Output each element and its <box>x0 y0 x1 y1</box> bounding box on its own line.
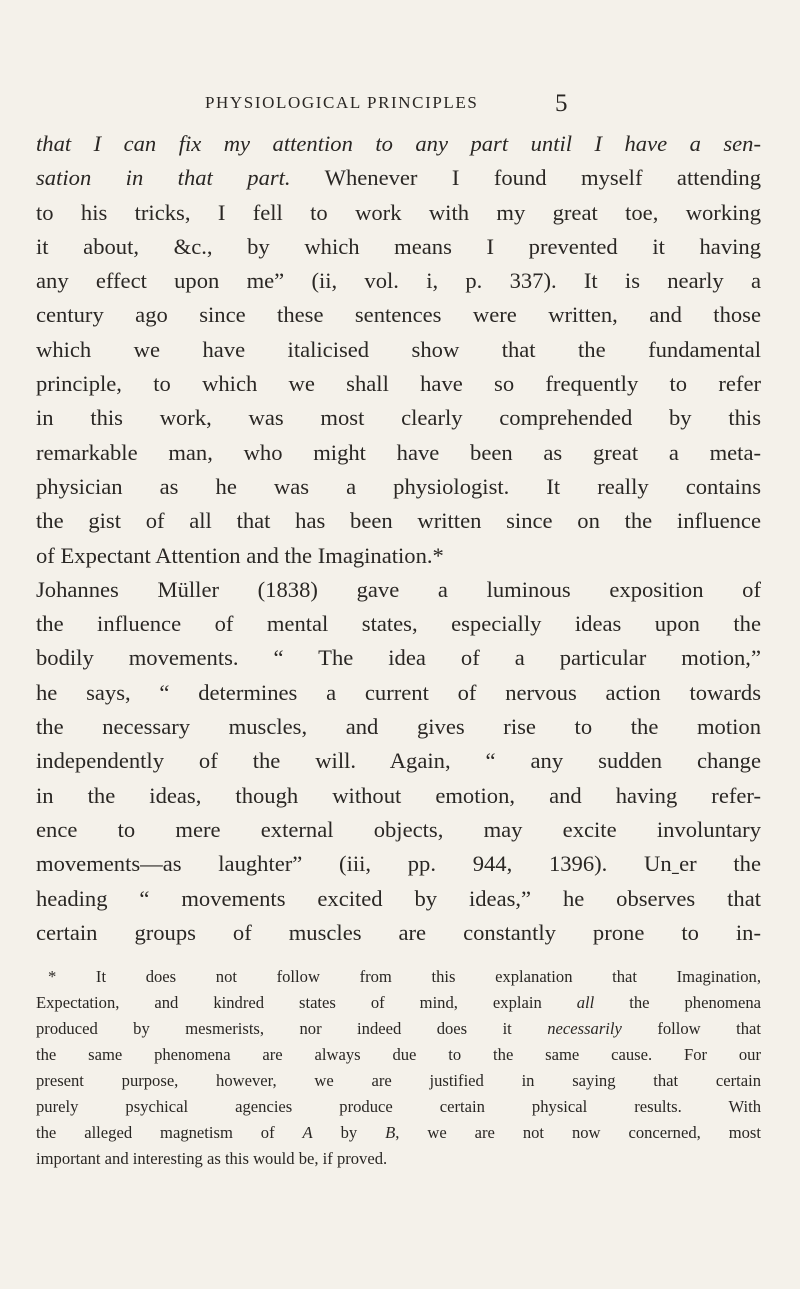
footnote-line: the same phenomena are always due to the same cause. For our <box>36 1045 761 1064</box>
footnote <box>36 964 761 1172</box>
body-line: it about, &c., by which means I prevented it having <box>36 233 761 259</box>
body-line: independently of the will. Again, “ any sudden change <box>36 748 761 774</box>
body-line: which we have italicised show that the fundamental <box>36 336 761 362</box>
body-line: movements—as laughter” (iii, pp. 944, 1396). Unˍer the <box>36 851 761 877</box>
body-line: century ago since these sentences were written, and those <box>36 302 761 328</box>
running-head-title: PHYSIOLOGICAL PRINCIPLES <box>205 93 479 112</box>
body-line: in this work, was most clearly comprehended by this <box>36 405 761 431</box>
body-line: principle, to which we shall have so frequently to refer <box>36 371 761 397</box>
footnote-line: Expectation, and kindred states of mind, explain all the phenomena <box>36 993 761 1012</box>
footnote-line: * It does not follow from this explanation that Imagination, <box>48 967 761 986</box>
body-line: that I can fix my attention to any part until I have a sen- <box>36 131 761 156</box>
footnote-line: produced by mesmerists, nor indeed does it necessarily follow that <box>36 1019 761 1038</box>
body-line: any effect upon me” (ii, vol. i, p. 337). It is nearly a <box>36 268 761 294</box>
body-line: Johannes Müller (1838) gave a luminous exposition of <box>36 576 761 602</box>
body-line: ence to mere external objects, may excite involuntary <box>36 816 761 842</box>
footnote-line: important and interesting as this would be, if proved. <box>36 1149 388 1168</box>
body-line: remarkable man, who might have been as great a meta- <box>36 439 761 465</box>
footnote-line: the alleged magnetism of A by B, we are not now concerned, most <box>36 1123 761 1142</box>
body-line: heading “ movements excited by ideas,” he observes that <box>36 885 761 911</box>
body-line: to his tricks, I fell to work with my great toe, working <box>36 199 761 225</box>
body-line: physician as he was a physiologist. It really contains <box>36 473 761 499</box>
body-line: of Expectant Attention and the Imagination.* <box>36 542 444 568</box>
body-line: bodily movements. “ The idea of a particular motion,” <box>36 645 761 671</box>
footnote-line: purely psychical agencies produce certain physical results. With <box>36 1097 761 1116</box>
body-text <box>36 127 761 950</box>
body-line: sation in that part. Whenever I found myself attending <box>36 165 761 191</box>
footnote-line: present purpose, however, we are justified in saying that certain <box>36 1071 761 1090</box>
body-line: in the ideas, though without emotion, and having refer- <box>36 782 761 808</box>
body-line: certain groups of muscles are constantly prone to in- <box>36 919 761 945</box>
running-head <box>0 90 800 123</box>
body-line: the influence of mental states, especially ideas upon the <box>36 611 761 637</box>
body-line: he says, “ determines a current of nervous action towards <box>36 679 761 705</box>
body-line: the gist of all that has been written since on the influence <box>36 508 761 534</box>
body-line: the necessary muscles, and gives rise to the motion <box>36 714 761 740</box>
page-number: 5 <box>555 90 568 117</box>
